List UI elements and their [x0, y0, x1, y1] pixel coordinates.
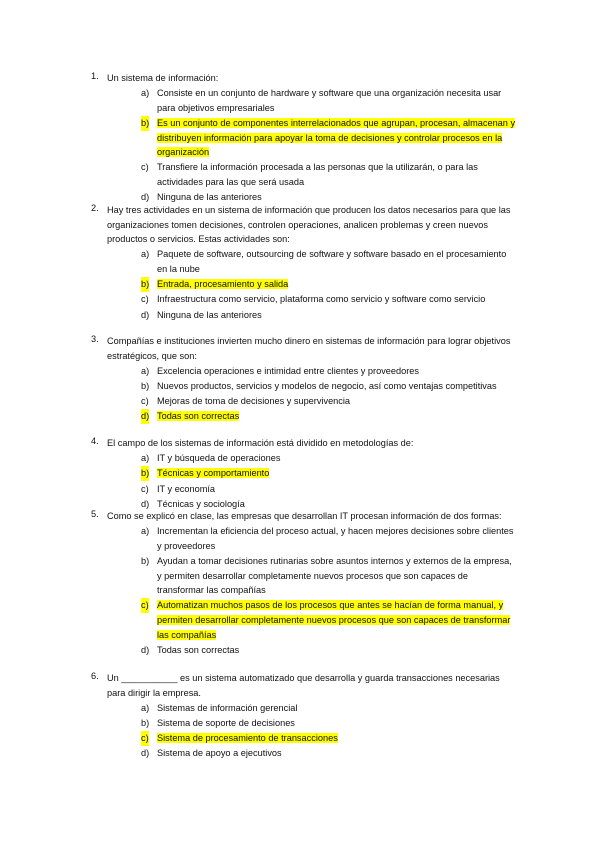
question-text: Como se explicó en clase, las empresas que desarrollan IT procesan información de dos formas: — [107, 511, 502, 521]
options-list — [107, 86, 517, 205]
option-c: c) Infraestructura como servicio, plataforma como servicio y software como servicio — [141, 294, 486, 305]
option-a: a) IT y búsqueda de operaciones — [141, 453, 281, 464]
question-number: 1. — [91, 71, 99, 81]
question-3 — [91, 334, 517, 424]
options-list — [107, 701, 517, 761]
option-b-correct: b) Es un conjunto de componentes interrelacionados que agrupan, procesan, almacenan y distribuyen información para apoyar la toma de decisiones y controlar procesos en la organización — [141, 117, 516, 158]
option-c: c) Mejoras de toma de decisiones y supervivencia — [141, 396, 351, 407]
option-a: a) Excelencia operaciones e intimidad entre clientes y proveedores — [141, 365, 419, 376]
question-2 — [91, 203, 517, 322]
question-text: Hay tres actividades en un sistema de información que producen los datos necesarios para que las organizaciones tomen decisiones, controlen operaciones, analicen problemas y creen nuevos productos o servicios. Estas actividades son: — [107, 205, 511, 245]
question-number: 3. — [91, 334, 99, 344]
option-c: c) Transfiere la información procesada a las personas que la utilizarán, o para las actividades para las que será usada — [141, 162, 478, 187]
question-1 — [91, 71, 517, 205]
option-a: a) Paquete de software, outsourcing de software y software basado en el procesamiento en la nube — [141, 249, 507, 274]
option-c: c) IT y economía — [141, 483, 216, 494]
question-number: 6. — [91, 671, 99, 681]
option-a: a) Incrementan la eficiencia del proceso actual, y hacen mejores decisiones sobre clientes y proveedores — [141, 526, 514, 551]
question-number: 5. — [91, 509, 99, 519]
option-a: a) Consiste en un conjunto de hardware y software que una organización necesita usar para objetivos empresariales — [141, 88, 502, 113]
question-text: Un ___________ es un sistema automatizado que desarrolla y guarda transacciones necesarias para dirigir la empresa. — [107, 673, 500, 698]
question-6 — [91, 671, 517, 761]
options-list — [107, 451, 517, 511]
question-text: El campo de los sistemas de información está dividido en metodologías de: — [107, 438, 414, 448]
option-b: b) Sistema de soporte de decisiones — [141, 717, 295, 728]
option-b-correct: b) Entrada, procesamiento y salida — [107, 277, 517, 292]
question-number: 2. — [91, 203, 99, 213]
question-text: Un sistema de información: — [107, 73, 219, 83]
option-b: b) Ayudan a tomar decisiones rutinarias sobre asuntos internos y externos de la empresa, y permiten desarrollar completamente nuevos procesos que son capaces de transformar las compañías — [141, 555, 512, 596]
option-d: d) Sistema de apoyo a ejecutivos — [141, 748, 282, 759]
option-d-correct: d) Todas son correctas — [107, 409, 517, 424]
option-d: d) Técnicas y sociología — [141, 498, 245, 509]
option-d: d) Ninguna de las anteriores — [141, 309, 262, 320]
options-list — [107, 247, 517, 322]
option-a: a) Sistemas de información gerencial — [141, 702, 298, 713]
option-d: d) Ninguna de las anteriores — [141, 192, 262, 203]
question-text: Compañías e instituciones invierten mucho dinero en sistemas de información para lograr objetivos estratégicos, que son: — [107, 336, 511, 361]
option-c-correct: c) Automatizan muchos pasos de los procesos que antes se hacían de forma manual, y permiten desarrollar completamente nuevos procesos que son capaces de transformar las compañías — [141, 600, 511, 640]
question-5 — [91, 509, 517, 657]
options-list — [107, 524, 517, 657]
option-b: b) Nuevos productos, servicios y modelos de negocio, así como ventajas competitivas — [141, 380, 497, 391]
option-b-correct: b) Técnicas y comportamiento — [107, 466, 517, 481]
options-list — [107, 364, 517, 424]
question-4 — [91, 436, 517, 511]
option-c-correct: c) Sistema de procesamiento de transacciones — [107, 731, 517, 746]
question-number: 4. — [91, 436, 99, 446]
option-d: d) Todas son correctas — [141, 644, 240, 655]
